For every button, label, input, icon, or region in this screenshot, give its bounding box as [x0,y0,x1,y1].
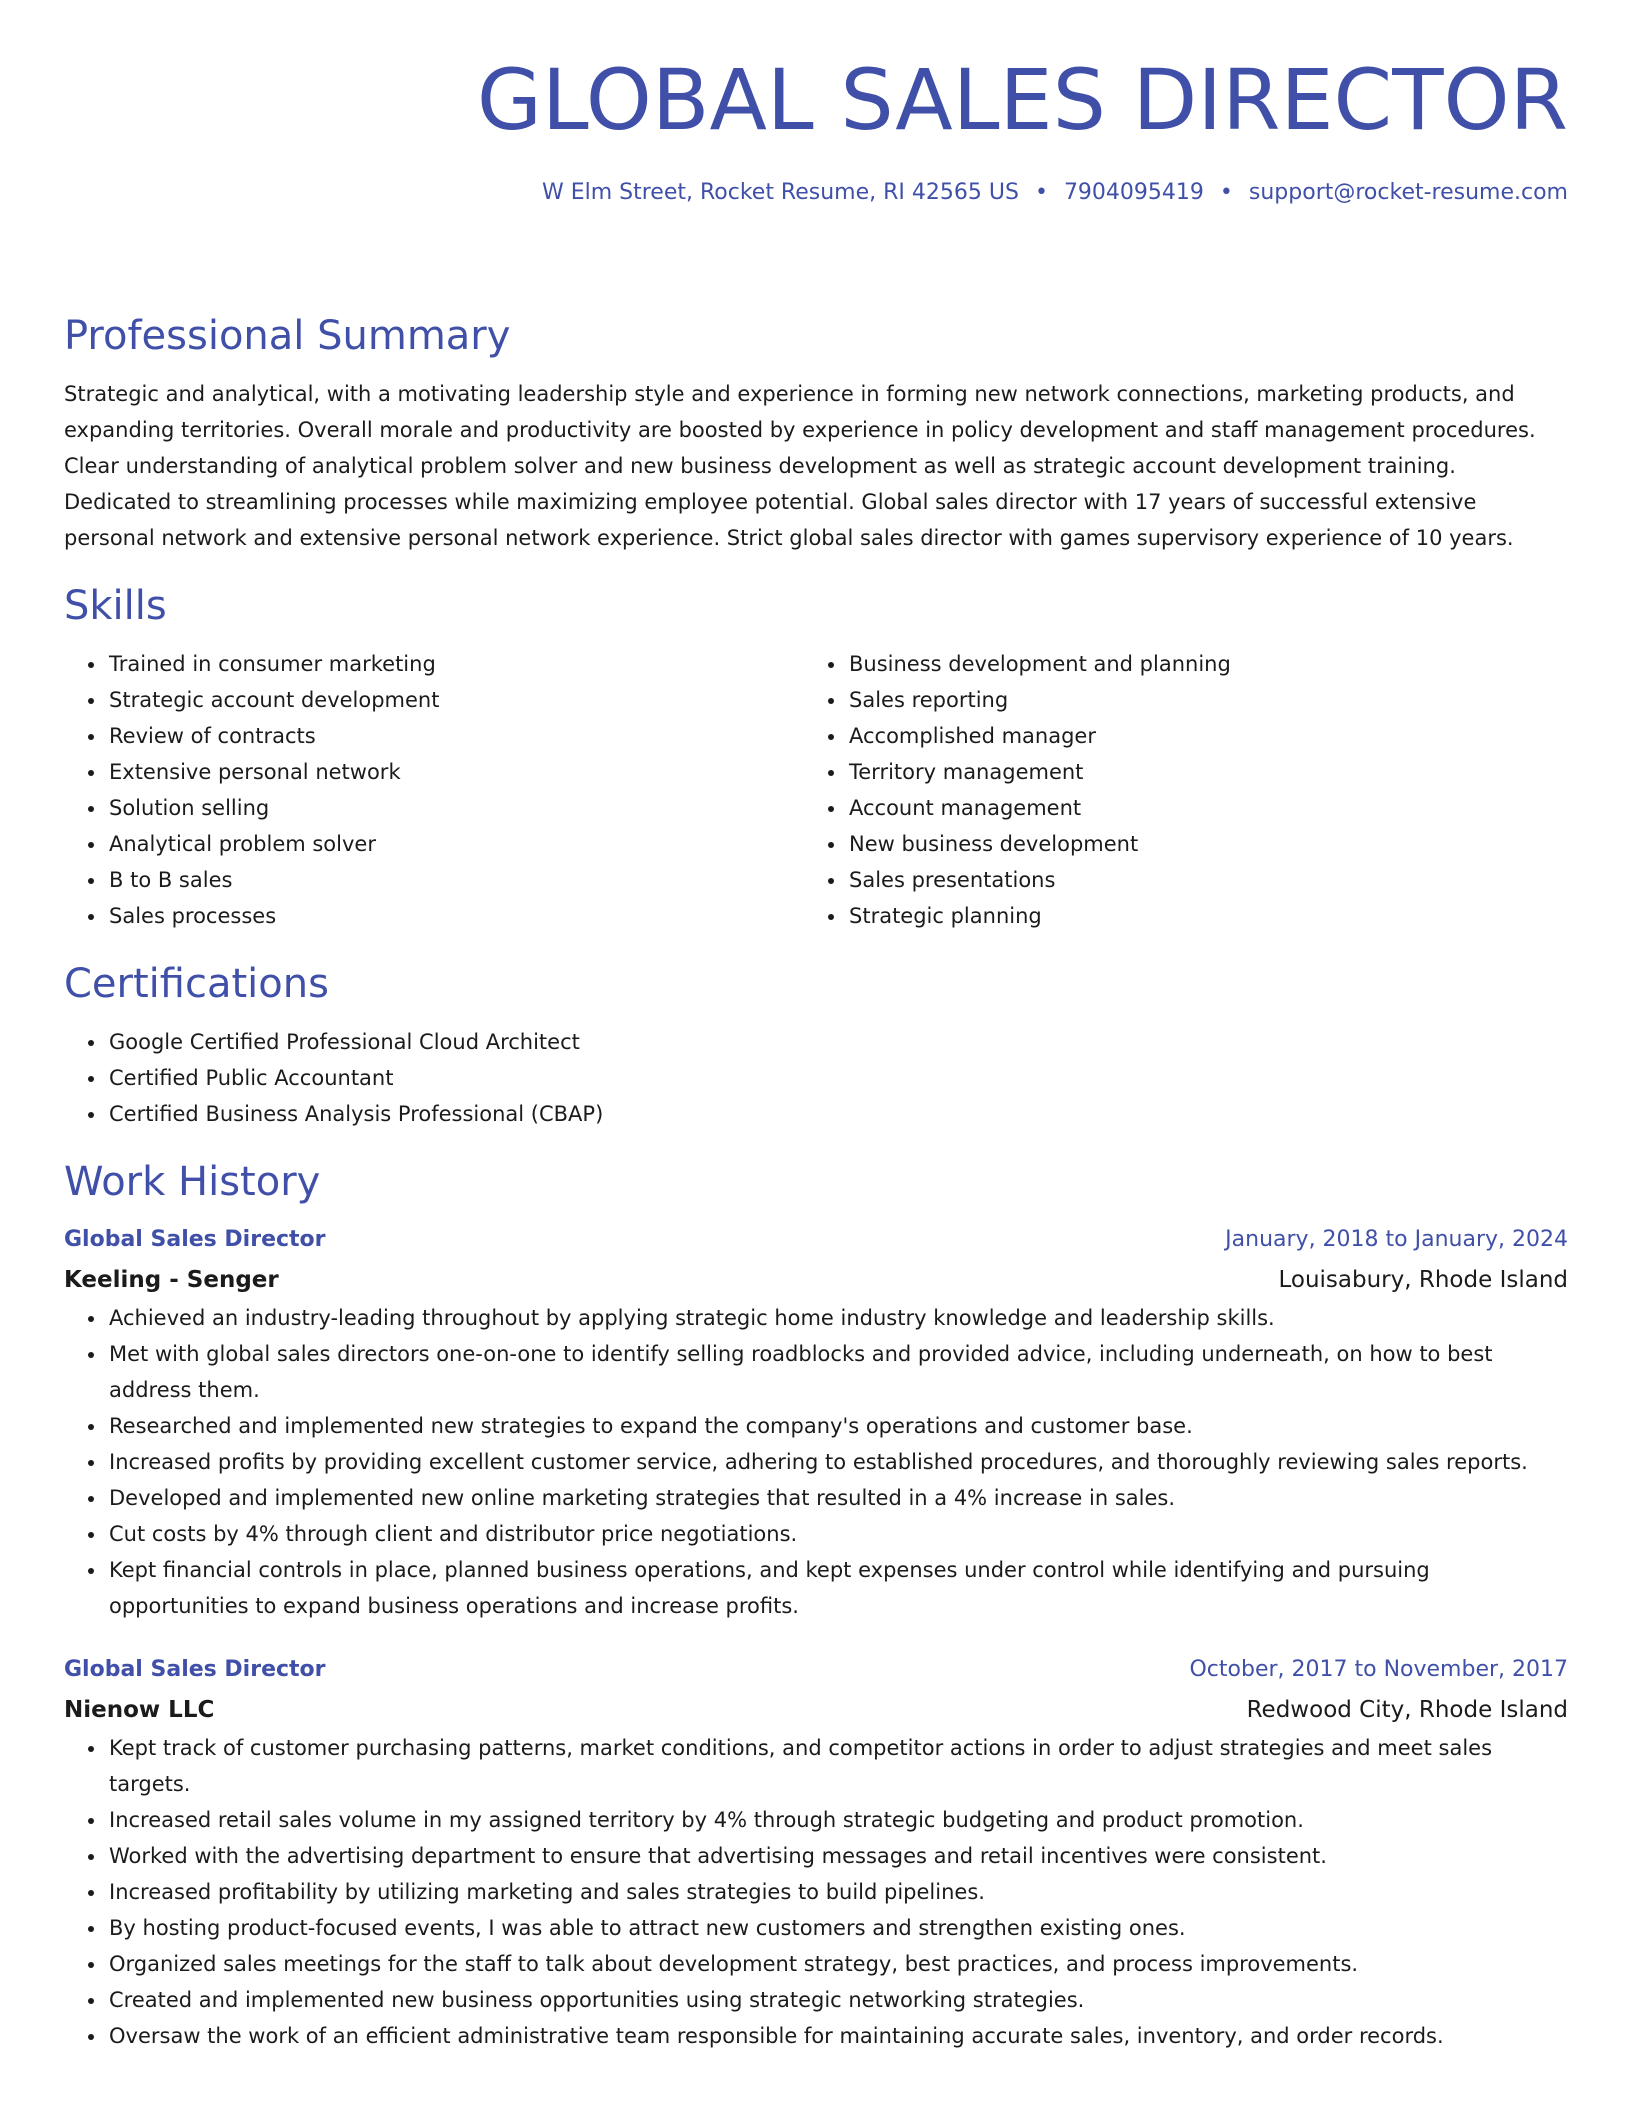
skill-item: • Business development and planning [847,646,1544,682]
skill-item: • Review of contracts [107,718,804,754]
skills-grid [64,646,1568,934]
skills-column-left [64,646,804,934]
job-bullet: • Researched and implemented new strategies to expand the company's operations and customer base. [107,1408,1568,1444]
contact-line [542,178,1568,208]
summary-text: Strategic and analytical, with a motivating leadership style and experience in forming new network connections, marketing products, and expanding territories. Overall morale and productivity are boosted by experience in policy development and staff management procedures. Clear understanding of analytical problem solver and new business development as well as strategic account development training. Dedicated to streamlining processes while maximizing employee potential. Global sales director with 17 years of successful extensive personal network and extensive personal network experience. Strict global sales director with games supervisory experience of 10 years. [64,382,1536,550]
contact-separator: • [1219,180,1233,205]
skill-item: • Extensive personal network [107,754,804,790]
skills-section [64,582,1568,934]
certification-item: • Certified Business Analysis Professional (CBAP) [107,1096,1568,1132]
certifications-section [64,960,1568,1132]
job-entry [64,1220,1568,1624]
summary-heading: Professional Summary [64,313,511,359]
skill-item: • Territory management [847,754,1544,790]
job-location: Redwood City, Rhode Island [1246,1697,1568,1723]
skill-item: • Trained in consumer marketing [107,646,804,682]
job-bullet: • Increased profitability by utilizing marketing and sales strategies to build pipelines. [107,1874,1568,1910]
contact-phone: 7904095419 [1063,180,1204,205]
skill-item: • Solution selling [107,790,804,826]
contact-email: support@rocket-resume.com [1248,180,1568,205]
skills-column-right [804,646,1544,934]
job-subheader [64,1260,1568,1300]
job-header [64,1650,1568,1690]
contact-separator: • [1034,180,1048,205]
job-dates: October, 2017 to November, 2017 [1189,1657,1568,1682]
job-bullet: • Created and implemented new business opportunities using strategic networking strategies. [107,1982,1568,2018]
job-company: Nienow LLC [64,1697,215,1723]
job-bullet: • Cut costs by 4% through client and distributor price negotiations. [107,1516,1568,1552]
skill-item: • Sales presentations [847,862,1544,898]
job-bullet: • Developed and implemented new online marketing strategies that resulted in a 4% increase in sales. [107,1480,1568,1516]
skill-item: • Sales reporting [847,682,1544,718]
job-bullet: • Kept financial controls in place, planned business operations, and kept expenses under control while identifying and pursuing opportunities to expand business operations and increase profits. [107,1552,1568,1624]
job-subheader [64,1690,1568,1730]
job-bullet: • By hosting product-focused events, I was able to attract new customers and strengthen existing ones. [107,1910,1568,1946]
contact-address: W Elm Street, Rocket Resume, RI 42565 US [541,180,1019,205]
job-bullet: • Increased profits by providing excellent customer service, adhering to established procedures, and thoroughly reviewing sales reports. [107,1444,1568,1480]
resume-name: GLOBAL SALES DIRECTOR [476,51,1568,149]
skill-item: • Accomplished manager [847,718,1544,754]
job-bullet: • Achieved an industry-leading throughout by applying strategic home industry knowledge and leadership skills. [107,1300,1568,1336]
job-bullet: • Worked with the advertising department to ensure that advertising messages and retail incentives were consistent. [107,1838,1568,1874]
job-title: Global Sales Director [64,1227,326,1252]
job-header [64,1220,1568,1260]
skill-item: • Account management [847,790,1544,826]
certification-item: • Certified Public Accountant [107,1060,1568,1096]
skill-item: • Strategic planning [847,898,1544,934]
job-bullet: • Increased retail sales volume in my assigned territory by 4% through strategic budgeting and product promotion. [107,1802,1568,1838]
job-bullets [64,1730,1568,2054]
job-bullet: • Met with global sales directors one-on-one to identify selling roadblocks and provided advice, including underneath, on how to best address them. [107,1336,1568,1408]
skill-item: • Sales processes [107,898,804,934]
job-dates: January, 2018 to January, 2024 [1225,1227,1568,1252]
summary-section [64,312,1568,556]
job-entry [64,1650,1568,2054]
job-bullets [64,1300,1568,1624]
work-history-heading: Work History [64,1159,321,1205]
certifications-list [64,1024,1568,1132]
skill-item: • New business development [847,826,1544,862]
certifications-heading: Certifications [64,961,329,1007]
job-company: Keeling - Senger [64,1267,279,1293]
work-history-section [64,1158,1568,2054]
skills-heading: Skills [64,583,167,629]
job-bullet: • Kept track of customer purchasing patterns, market conditions, and competitor actions in order to adjust strategies and meet sales targets. [107,1730,1568,1802]
job-title: Global Sales Director [64,1657,326,1682]
skills-list-right [804,646,1544,934]
certification-item: • Google Certified Professional Cloud Architect [107,1024,1568,1060]
job-bullet: • Organized sales meetings for the staff to talk about development strategy, best practices, and process improvements. [107,1946,1568,1982]
job-bullet: • Oversaw the work of an efficient administrative team responsible for maintaining accurate sales, inventory, and order records. [107,2018,1568,2054]
skill-item: • Strategic account development [107,682,804,718]
skill-item: • Analytical problem solver [107,826,804,862]
skills-list-left [64,646,804,934]
job-location: Louisabury, Rhode Island [1278,1267,1568,1293]
skill-item: • B to B sales [107,862,804,898]
